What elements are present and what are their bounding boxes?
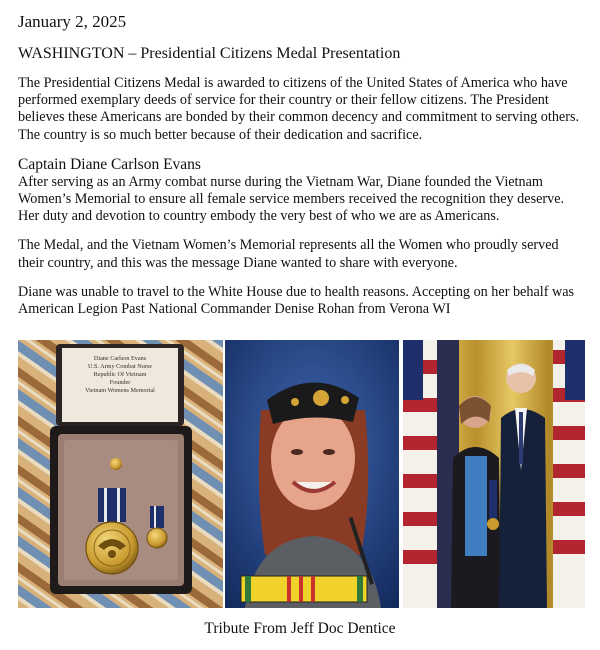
honoree-name: Captain Diane Carlson Evans [18,155,201,173]
case-inscription-line-2: U.S. Army Combat Nurse [87,363,153,370]
presentation-photo [403,340,585,608]
case-inscription-line-1: Diane Carlson Evans [93,355,147,362]
us-flag-left-icon [403,340,437,608]
case-inscription-line-3: Republic Of Vietnam [93,371,147,378]
presentation-illustration [403,340,585,608]
lapel-pin-icon [110,458,122,470]
honoree-bio-paragraph: After serving as an Army combat nurse during the Vietnam War, Diane founded the Vietnam Women’s Memorial to ensure all female service members received the recognition they deserve. Her duty and devotion to country embody the very best of who we are as Americans. [18,173,565,225]
honoree-portrait-photo [225,340,399,608]
medal-case-photo [18,340,223,608]
miniature-medal-icon [147,528,167,548]
medal-case-illustration [18,340,223,608]
medal-meaning-paragraph: The Medal, and the Vietnam Women’s Memorial represents all the Women who proudly served their country, and this was the message Diane wanted to share with everyone. [18,237,559,271]
case-inscription-line-5: Vietnam Womens Memorial [85,387,155,394]
document-body [18,12,586,330]
tribute-caption: Tribute From Jeff Doc Dentice [204,620,396,637]
photo-strip [18,340,586,608]
citizens-medal-icon [86,522,138,574]
vietnam-service-ribbon-icon [241,576,367,602]
portrait-illustration [225,340,399,608]
case-inscription-line-4: Founder [109,379,131,386]
us-flag-right-icon [553,340,585,608]
document-date: January 2, 2025 [18,12,127,31]
document-headline: WASHINGTON – Presidential Citizens Medal Presentation [18,45,401,62]
intro-paragraph: The Presidential Citizens Medal is awarded to citizens of the United States of America who have performed exemplary deeds of service for their country or their fellow citizens. The President believes these Americans are bonded by their common decency and commitment to serving others. The country is so much better because of their dedication and sacrifice. [18,75,580,143]
presented-medal-icon [487,518,499,530]
acceptance-paragraph: Diane was unable to travel to the White House due to health reasons. Accepting on her behalf was American Legion Past National Commander Denise Rohan from Verona WI [18,283,575,318]
